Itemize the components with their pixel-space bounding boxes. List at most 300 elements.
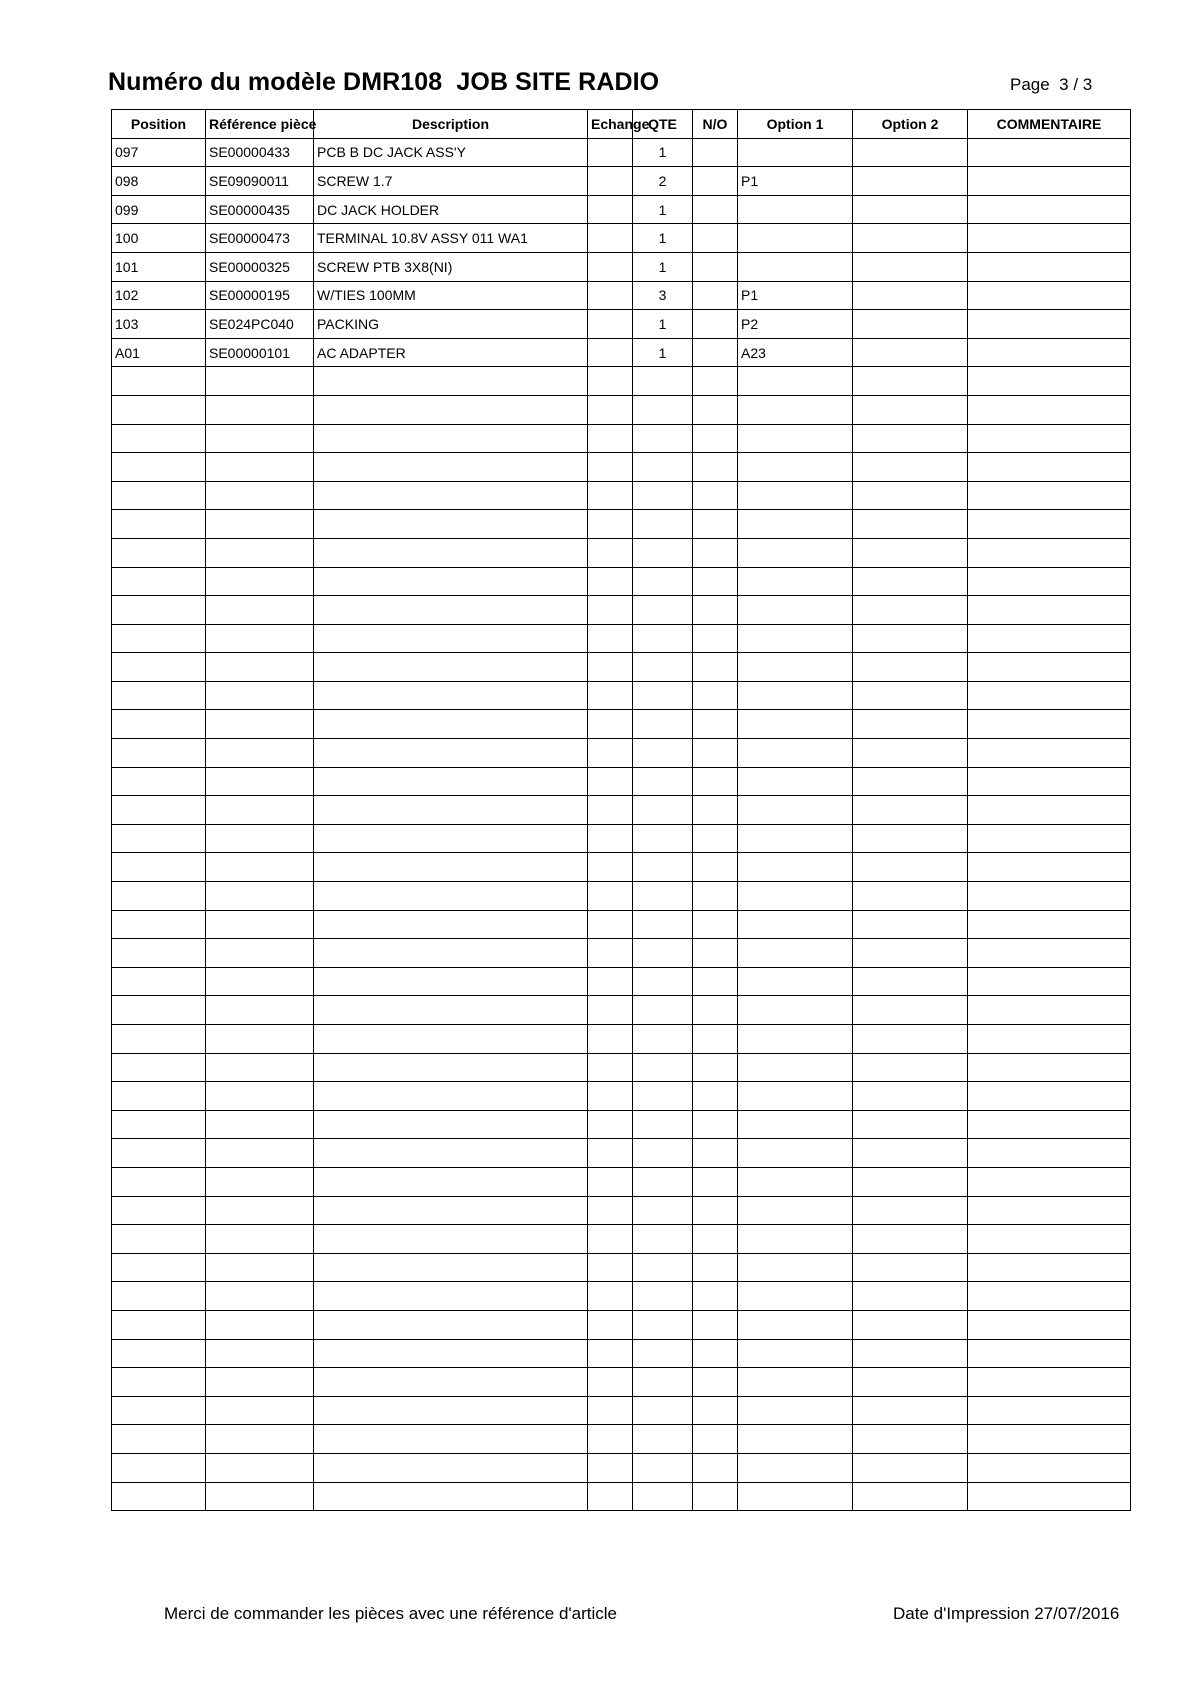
cell-option2: [853, 138, 968, 167]
empty-cell: [633, 1396, 693, 1425]
empty-cell: [206, 1053, 314, 1082]
cell-no: [693, 138, 738, 167]
empty-cell: [738, 1368, 853, 1397]
empty-cell: [738, 624, 853, 653]
empty-cell: [693, 1139, 738, 1168]
empty-cell: [314, 910, 588, 939]
cell-commentaire: [968, 224, 1131, 253]
empty-cell: [853, 1453, 968, 1482]
empty-cell: [738, 853, 853, 882]
empty-cell: [853, 710, 968, 739]
empty-cell: [968, 1139, 1131, 1168]
empty-cell: [112, 596, 206, 625]
empty-cell: [633, 1482, 693, 1511]
empty-cell: [968, 882, 1131, 911]
cell-commentaire: [968, 310, 1131, 339]
empty-cell: [968, 681, 1131, 710]
empty-cell: [588, 1425, 633, 1454]
empty-cell: [112, 510, 206, 539]
empty-cell: [738, 1082, 853, 1111]
empty-cell: [693, 1196, 738, 1225]
empty-cell: [112, 1053, 206, 1082]
cell-no: [693, 167, 738, 196]
empty-cell: [738, 510, 853, 539]
cell-reference: SE00000433: [206, 138, 314, 167]
empty-cell: [968, 910, 1131, 939]
empty-cell: [112, 1253, 206, 1282]
empty-cell: [853, 1425, 968, 1454]
empty-cell: [206, 996, 314, 1025]
empty-cell: [633, 824, 693, 853]
col-header-no: N/O: [693, 110, 738, 139]
empty-cell: [693, 1110, 738, 1139]
empty-cell: [738, 1310, 853, 1339]
empty-cell: [633, 910, 693, 939]
empty-cell: [853, 1082, 968, 1111]
empty-cell: [633, 1282, 693, 1311]
empty-cell: [588, 367, 633, 396]
empty-row: [112, 596, 1131, 625]
empty-row: [112, 453, 1131, 482]
empty-cell: [853, 1253, 968, 1282]
cell-option2: [853, 338, 968, 367]
empty-cell: [693, 939, 738, 968]
empty-cell: [853, 1110, 968, 1139]
col-header-reference: Référence pièce: [206, 110, 314, 139]
empty-cell: [693, 910, 738, 939]
empty-cell: [314, 1453, 588, 1482]
empty-cell: [314, 1282, 588, 1311]
empty-cell: [968, 1425, 1131, 1454]
empty-cell: [314, 939, 588, 968]
cell-description: SCREW 1.7: [314, 167, 588, 196]
empty-cell: [314, 1025, 588, 1054]
empty-cell: [633, 1453, 693, 1482]
empty-cell: [968, 395, 1131, 424]
cell-description: DC JACK HOLDER: [314, 195, 588, 224]
empty-row: [112, 538, 1131, 567]
empty-cell: [738, 1453, 853, 1482]
cell-echange: [588, 338, 633, 367]
empty-cell: [738, 1282, 853, 1311]
empty-row: [112, 395, 1131, 424]
empty-cell: [738, 996, 853, 1025]
empty-row: [112, 967, 1131, 996]
cell-no: [693, 281, 738, 310]
empty-cell: [206, 395, 314, 424]
empty-cell: [738, 1167, 853, 1196]
empty-cell: [206, 710, 314, 739]
empty-cell: [314, 653, 588, 682]
empty-cell: [633, 567, 693, 596]
cell-commentaire: [968, 167, 1131, 196]
empty-cell: [314, 739, 588, 768]
empty-cell: [633, 1196, 693, 1225]
empty-cell: [853, 596, 968, 625]
empty-cell: [314, 567, 588, 596]
empty-cell: [112, 853, 206, 882]
empty-cell: [693, 1167, 738, 1196]
table-row: [112, 338, 1131, 367]
empty-cell: [206, 1167, 314, 1196]
empty-cell: [206, 596, 314, 625]
empty-cell: [853, 681, 968, 710]
empty-cell: [968, 1196, 1131, 1225]
empty-cell: [588, 767, 633, 796]
empty-cell: [112, 1310, 206, 1339]
empty-cell: [693, 996, 738, 1025]
empty-cell: [633, 1082, 693, 1111]
empty-row: [112, 481, 1131, 510]
cell-qte: 1: [633, 310, 693, 339]
empty-cell: [853, 739, 968, 768]
empty-cell: [853, 567, 968, 596]
empty-cell: [112, 481, 206, 510]
empty-cell: [588, 1253, 633, 1282]
empty-row: [112, 767, 1131, 796]
empty-cell: [112, 1396, 206, 1425]
empty-cell: [112, 996, 206, 1025]
empty-cell: [968, 367, 1131, 396]
table-body: [112, 138, 1131, 1511]
empty-cell: [206, 739, 314, 768]
empty-row: [112, 882, 1131, 911]
cell-reference: SE00000325: [206, 252, 314, 281]
cell-echange: [588, 310, 633, 339]
empty-cell: [853, 395, 968, 424]
empty-cell: [853, 453, 968, 482]
empty-cell: [588, 910, 633, 939]
empty-cell: [738, 1425, 853, 1454]
empty-cell: [112, 567, 206, 596]
empty-row: [112, 1196, 1131, 1225]
empty-cell: [633, 596, 693, 625]
empty-cell: [738, 481, 853, 510]
empty-cell: [588, 882, 633, 911]
empty-cell: [738, 939, 853, 968]
empty-cell: [693, 567, 738, 596]
empty-cell: [206, 453, 314, 482]
empty-cell: [588, 1396, 633, 1425]
empty-cell: [693, 1310, 738, 1339]
cell-position: A01: [112, 338, 206, 367]
empty-cell: [693, 710, 738, 739]
empty-cell: [738, 596, 853, 625]
empty-cell: [693, 424, 738, 453]
empty-cell: [588, 567, 633, 596]
empty-cell: [314, 367, 588, 396]
empty-cell: [588, 1167, 633, 1196]
empty-cell: [588, 1082, 633, 1111]
empty-row: [112, 1482, 1131, 1511]
empty-cell: [853, 624, 968, 653]
empty-row: [112, 681, 1131, 710]
empty-cell: [693, 596, 738, 625]
empty-cell: [588, 538, 633, 567]
empty-cell: [112, 681, 206, 710]
empty-row: [112, 796, 1131, 825]
cell-option1: A23: [738, 338, 853, 367]
cell-no: [693, 310, 738, 339]
empty-cell: [968, 510, 1131, 539]
empty-cell: [314, 1253, 588, 1282]
empty-cell: [633, 1425, 693, 1454]
empty-cell: [693, 853, 738, 882]
empty-row: [112, 1282, 1131, 1311]
empty-cell: [853, 910, 968, 939]
empty-cell: [314, 424, 588, 453]
empty-cell: [738, 739, 853, 768]
cell-qte: 2: [633, 167, 693, 196]
empty-cell: [738, 653, 853, 682]
cell-reference: SE00000195: [206, 281, 314, 310]
empty-cell: [314, 1339, 588, 1368]
table-row: [112, 167, 1131, 196]
empty-cell: [112, 1139, 206, 1168]
empty-cell: [853, 538, 968, 567]
cell-echange: [588, 195, 633, 224]
empty-cell: [112, 395, 206, 424]
empty-cell: [633, 395, 693, 424]
empty-cell: [853, 367, 968, 396]
empty-row: [112, 739, 1131, 768]
empty-cell: [633, 510, 693, 539]
cell-qte: 1: [633, 138, 693, 167]
empty-cell: [588, 624, 633, 653]
empty-cell: [206, 796, 314, 825]
table-header-row: [112, 110, 1131, 139]
empty-cell: [314, 1396, 588, 1425]
cell-echange: [588, 167, 633, 196]
empty-cell: [968, 1110, 1131, 1139]
empty-cell: [112, 538, 206, 567]
table-row: [112, 252, 1131, 281]
empty-cell: [206, 824, 314, 853]
empty-cell: [968, 1053, 1131, 1082]
empty-row: [112, 1339, 1131, 1368]
empty-cell: [738, 882, 853, 911]
empty-cell: [588, 824, 633, 853]
empty-cell: [633, 710, 693, 739]
empty-cell: [968, 1396, 1131, 1425]
empty-cell: [853, 1282, 968, 1311]
empty-row: [112, 1368, 1131, 1397]
cell-option2: [853, 167, 968, 196]
empty-cell: [314, 882, 588, 911]
empty-cell: [853, 939, 968, 968]
empty-cell: [112, 939, 206, 968]
empty-cell: [633, 1253, 693, 1282]
empty-cell: [968, 1167, 1131, 1196]
empty-cell: [693, 395, 738, 424]
empty-cell: [738, 395, 853, 424]
empty-cell: [206, 910, 314, 939]
empty-cell: [853, 767, 968, 796]
empty-cell: [738, 1110, 853, 1139]
empty-cell: [206, 1282, 314, 1311]
cell-position: 103: [112, 310, 206, 339]
empty-cell: [112, 1339, 206, 1368]
cell-commentaire: [968, 338, 1131, 367]
empty-cell: [588, 1482, 633, 1511]
empty-cell: [633, 653, 693, 682]
empty-cell: [206, 1253, 314, 1282]
empty-cell: [738, 424, 853, 453]
empty-cell: [112, 824, 206, 853]
cell-description: W/TIES 100MM: [314, 281, 588, 310]
empty-cell: [206, 1110, 314, 1139]
empty-row: [112, 367, 1131, 396]
empty-cell: [314, 767, 588, 796]
empty-cell: [853, 510, 968, 539]
empty-cell: [693, 1339, 738, 1368]
empty-cell: [693, 1253, 738, 1282]
empty-cell: [853, 796, 968, 825]
empty-cell: [968, 710, 1131, 739]
footer-note: Merci de commander les pièces avec une référence d'article: [164, 1604, 618, 1623]
empty-cell: [314, 1225, 588, 1254]
empty-cell: [968, 739, 1131, 768]
empty-cell: [633, 1310, 693, 1339]
empty-cell: [112, 453, 206, 482]
empty-row: [112, 510, 1131, 539]
empty-cell: [693, 1053, 738, 1082]
empty-cell: [738, 1225, 853, 1254]
cell-no: [693, 224, 738, 253]
cell-position: 101: [112, 252, 206, 281]
empty-cell: [314, 967, 588, 996]
cell-no: [693, 252, 738, 281]
empty-cell: [588, 1453, 633, 1482]
empty-cell: [206, 1196, 314, 1225]
empty-cell: [314, 824, 588, 853]
empty-cell: [112, 1110, 206, 1139]
empty-cell: [314, 853, 588, 882]
empty-row: [112, 1453, 1131, 1482]
cell-description: PCB B DC JACK ASS'Y: [314, 138, 588, 167]
empty-row: [112, 624, 1131, 653]
empty-cell: [738, 681, 853, 710]
empty-row: [112, 1425, 1131, 1454]
empty-cell: [738, 1482, 853, 1511]
empty-cell: [968, 767, 1131, 796]
empty-cell: [588, 453, 633, 482]
empty-cell: [588, 681, 633, 710]
empty-cell: [693, 1225, 738, 1254]
empty-cell: [633, 1167, 693, 1196]
empty-cell: [588, 1310, 633, 1339]
empty-cell: [588, 996, 633, 1025]
empty-cell: [206, 1453, 314, 1482]
empty-cell: [314, 395, 588, 424]
empty-cell: [968, 967, 1131, 996]
empty-cell: [693, 624, 738, 653]
empty-cell: [112, 882, 206, 911]
empty-cell: [112, 1453, 206, 1482]
empty-cell: [314, 624, 588, 653]
cell-position: 098: [112, 167, 206, 196]
empty-cell: [738, 1139, 853, 1168]
cell-option1: [738, 252, 853, 281]
empty-cell: [112, 710, 206, 739]
empty-cell: [588, 596, 633, 625]
empty-cell: [968, 1082, 1131, 1111]
empty-cell: [633, 1110, 693, 1139]
empty-cell: [853, 1167, 968, 1196]
empty-cell: [633, 767, 693, 796]
empty-cell: [968, 538, 1131, 567]
empty-cell: [588, 1110, 633, 1139]
empty-cell: [968, 424, 1131, 453]
empty-row: [112, 567, 1131, 596]
empty-row: [112, 996, 1131, 1025]
empty-cell: [738, 1253, 853, 1282]
empty-cell: [968, 1025, 1131, 1054]
empty-row: [112, 939, 1131, 968]
empty-cell: [693, 882, 738, 911]
empty-cell: [588, 481, 633, 510]
empty-cell: [738, 967, 853, 996]
empty-cell: [968, 624, 1131, 653]
cell-option2: [853, 281, 968, 310]
empty-cell: [588, 1196, 633, 1225]
cell-reference: SE09090011: [206, 167, 314, 196]
empty-row: [112, 424, 1131, 453]
empty-cell: [314, 996, 588, 1025]
empty-cell: [693, 367, 738, 396]
empty-cell: [738, 1025, 853, 1054]
empty-cell: [633, 1225, 693, 1254]
empty-cell: [968, 567, 1131, 596]
empty-cell: [588, 395, 633, 424]
cell-echange: [588, 252, 633, 281]
empty-cell: [633, 882, 693, 911]
empty-cell: [853, 824, 968, 853]
empty-cell: [588, 1139, 633, 1168]
empty-cell: [588, 1368, 633, 1397]
empty-cell: [314, 538, 588, 567]
col-header-option2: Option 2: [853, 110, 968, 139]
empty-cell: [112, 653, 206, 682]
cell-option1: [738, 195, 853, 224]
empty-cell: [314, 1368, 588, 1397]
empty-cell: [853, 996, 968, 1025]
empty-cell: [693, 1368, 738, 1397]
empty-cell: [738, 710, 853, 739]
empty-cell: [206, 853, 314, 882]
empty-cell: [112, 1425, 206, 1454]
empty-cell: [853, 424, 968, 453]
empty-row: [112, 1110, 1131, 1139]
cell-option2: [853, 252, 968, 281]
empty-cell: [314, 1082, 588, 1111]
cell-description: TERMINAL 10.8V ASSY 011 WA1: [314, 224, 588, 253]
empty-cell: [633, 1139, 693, 1168]
empty-cell: [206, 1368, 314, 1397]
empty-cell: [112, 796, 206, 825]
empty-cell: [693, 967, 738, 996]
empty-cell: [588, 424, 633, 453]
empty-cell: [693, 1425, 738, 1454]
empty-cell: [633, 1339, 693, 1368]
empty-cell: [968, 653, 1131, 682]
empty-cell: [738, 567, 853, 596]
empty-cell: [206, 1425, 314, 1454]
empty-row: [112, 1139, 1131, 1168]
empty-cell: [206, 1139, 314, 1168]
empty-cell: [206, 1225, 314, 1254]
empty-cell: [112, 424, 206, 453]
